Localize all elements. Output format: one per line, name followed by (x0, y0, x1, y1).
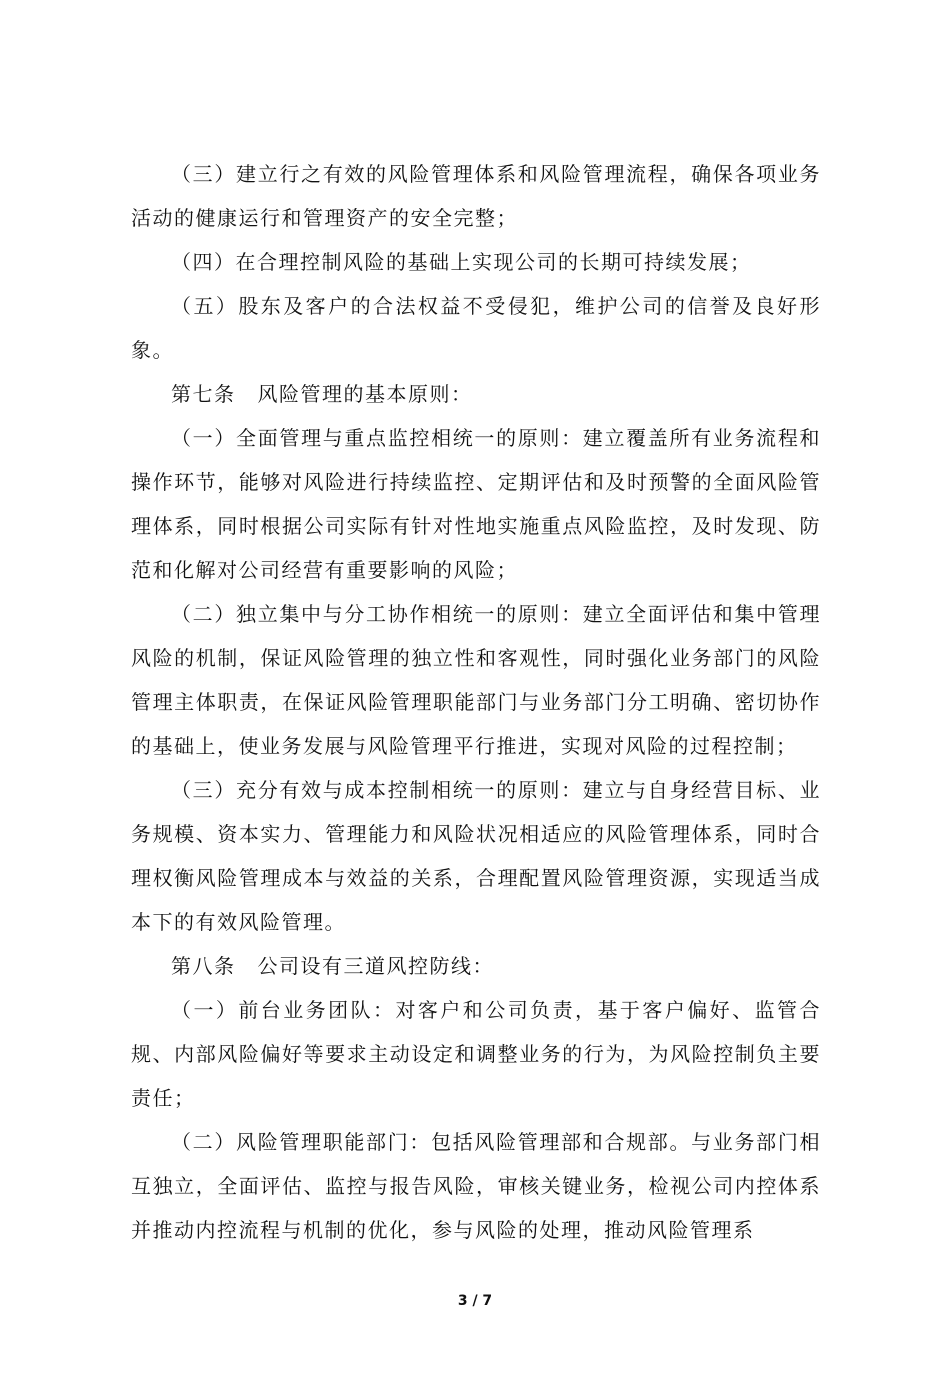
article-7-title: 风险管理的基本原则： (257, 382, 473, 406)
article-8-item-2: （二）风险管理职能部门：包括风险管理部和合规部。与业务部门相互独立，全面评估、监控与报告风险，审核关键业务，检视公司内控体系并推动内控流程与机制的优化，参与风险的处理，推动风险管理系 (131, 1130, 821, 1242)
paragraph-four: （四）在合理控制风险的基础上实现公司的长期可持续发展； (171, 250, 752, 274)
article-7-heading (131, 372, 821, 416)
paragraph-five: （五）股东及客户的合法权益不受侵犯，维护公司的信誉及良好形象。 (131, 294, 821, 362)
article-8-title: 公司设有三道风控防线： (257, 954, 494, 978)
article-8-heading (131, 944, 821, 988)
document-body (131, 152, 821, 1252)
page-number: 3 / 7 (457, 1293, 493, 1309)
article-8-number: 第八条 (171, 954, 236, 978)
article-8-item-1: （一）前台业务团队：对客户和公司负责，基于客户偏好、监管合规、内部风险偏好等要求主动设定和调整业务的行为，为风险控制负主要责任； (131, 998, 821, 1110)
paragraph-three: （三）建立行之有效的风险管理体系和风险管理流程，确保各项业务活动的健康运行和管理资产的安全完整； (131, 162, 821, 230)
article-7-item-2: （二）独立集中与分工协作相统一的原则：建立全面评估和集中管理风险的机制，保证风险管理的独立性和客观性，同时强化业务部门的风险管理主体职责，在保证风险管理职能部门与业务部门分工明确、密切协作的基础上，使业务发展与风险管理平行推进，实现对风险的过程控制； (131, 602, 821, 758)
article-7-number: 第七条 (171, 382, 236, 406)
article-7-item-1: （一）全面管理与重点监控相统一的原则：建立覆盖所有业务流程和操作环节，能够对风险进行持续监控、定期评估和及时预警的全面风险管理体系，同时根据公司实际有针对性地实施重点风险监控，及时发现、防范和化解对公司经营有重要影响的风险； (131, 426, 821, 582)
article-7-item-3: （三）充分有效与成本控制相统一的原则：建立与自身经营目标、业务规模、资本实力、管理能力和风险状况相适应的风险管理体系，同时合理权衡风险管理成本与效益的关系，合理配置风险管理资源，实现适当成本下的有效风险管理。 (131, 778, 821, 934)
